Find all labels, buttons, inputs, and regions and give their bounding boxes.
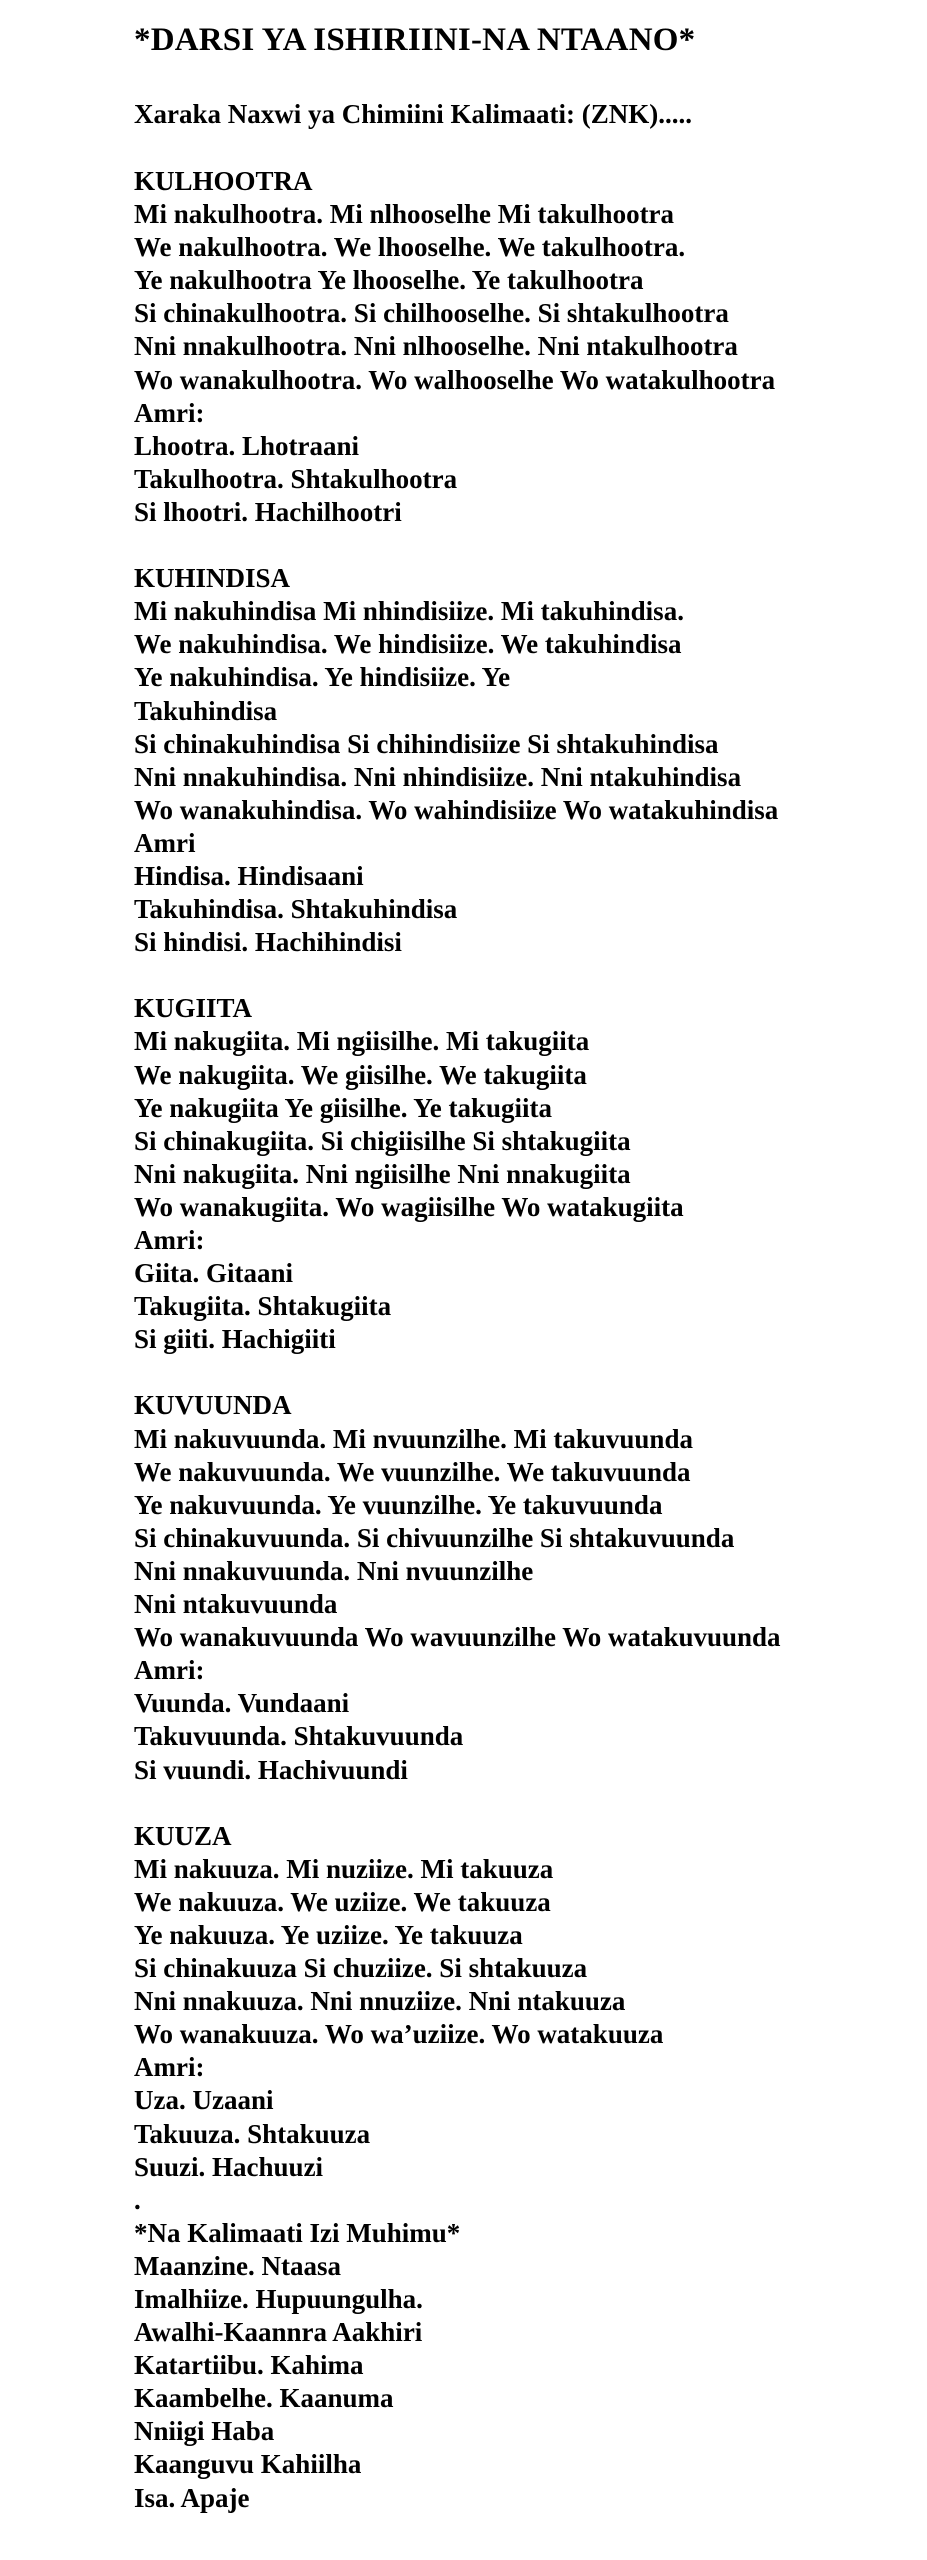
blank-line: [134, 1356, 781, 1389]
conjugation-line: Ye nakuhindisa. Ye hindisiize. Ye: [134, 662, 511, 693]
conjugation-line: Takuhindisa: [134, 695, 278, 726]
document-subtitle: Xaraka Naxwi ya Chimiini Kalimaati: (ZNK).....: [134, 99, 692, 129]
imperative-line: Si giiti. Hachigiiti: [134, 1324, 336, 1355]
conjugation-line: Wo wanakugiita. Wo wagiisilhe Wo watakugiita: [134, 1191, 684, 1222]
imperative-line: Hindisa. Hindisaani: [134, 860, 364, 891]
conjugation-line: Nni nnakulhootra. Nni nlhooselhe. Nni ntakulhootra: [134, 331, 738, 362]
conjugation-line: Ye nakulhootra Ye lhooselhe. Ye takulhootra: [134, 265, 644, 296]
blank-line: [134, 1787, 781, 1820]
verb-section-kulhootra: [134, 165, 781, 529]
document-title: *DARSI YA ISHIRIINI-NA NTAANO*: [134, 22, 696, 58]
imperative-label: Amri:: [134, 1655, 205, 1686]
vocabulary-item: Imalhiize. Hupuungulha.: [134, 2284, 423, 2314]
separator-dot: .: [134, 2184, 141, 2215]
conjugation-line: Si chinakuhindisa Si chihindisiize Si shtakuhindisa: [134, 728, 719, 759]
blank-line: [134, 529, 781, 562]
conjugation-line: Nni ntakuvuunda: [134, 1589, 338, 1620]
conjugation-line: Mi nakuvuunda. Mi nvuunzilhe. Mi takuvuunda: [134, 1423, 693, 1454]
document-body: [134, 165, 781, 2515]
conjugation-line: Nni nnakuvuunda. Nni nvuunzilhe: [134, 1555, 534, 1586]
conjugation-line: We nakuuza. We uziize. We takuuza: [134, 1886, 551, 1917]
verb-section-kuvuunda: [134, 1389, 781, 1786]
conjugation-line: Nni nnakuhindisa. Nni nhindisiize. Nni ntakuhindisa: [134, 761, 742, 792]
section-heading: KUGIITA: [134, 993, 253, 1024]
vocabulary-item: Kaambelhe. Kaanuma: [134, 2383, 394, 2414]
imperative-line: Takuhindisa. Shtakuhindisa: [134, 894, 458, 925]
vocabulary-item: Kaanguvu Kahiilha: [134, 2449, 362, 2480]
imperative-line: Takuuza. Shtakuuza: [134, 2118, 371, 2149]
conjugation-line: We nakugiita. We giisilhe. We takugiita: [134, 1059, 587, 1090]
imperative-label: Amri:: [134, 1225, 205, 1255]
conjugation-line: Mi nakuuza. Mi nuziize. Mi takuuza: [134, 1853, 554, 1884]
imperative-line: Takuvuunda. Shtakuvuunda: [134, 1721, 464, 1752]
imperative-line: Vuunda. Vundaani: [134, 1688, 350, 1719]
conjugation-line: We nakuvuunda. We vuunzilhe. We takuvuunda: [134, 1456, 691, 1487]
imperative-line: Giita. Gitaani: [134, 1258, 294, 1289]
blank-line: [134, 959, 781, 992]
verb-section-kuhindisa: [134, 562, 781, 959]
section-heading: KUUZA: [134, 1820, 232, 1851]
imperative-line: Takulhootra. Shtakulhootra: [134, 463, 458, 494]
conjugation-line: Mi nakuhindisa Mi nhindisiize. Mi takuhindisa.: [134, 596, 684, 627]
conjugation-line: We nakuhindisa. We hindisiize. We takuhindisa: [134, 629, 682, 660]
conjugation-line: Si chinakulhootra. Si chilhooselhe. Si shtakulhootra: [134, 298, 729, 329]
conjugation-line: Mi nakulhootra. Mi nlhooselhe Mi takulhootra: [134, 199, 675, 230]
verb-section-kugiita: [134, 992, 781, 1356]
conjugation-line: Si chinakuvuunda. Si chivuunzilhe Si shtakuvuunda: [134, 1522, 735, 1553]
conjugation-line: Ye nakuuza. Ye uziize. Ye takuuza: [134, 1919, 523, 1950]
vocabulary-item: Katartiibu. Kahima: [134, 2350, 364, 2381]
conjugation-line: Wo wanakuuza. Wo wa’uziize. Wo watakuuza: [134, 2019, 664, 2050]
vocabulary-section: [134, 2217, 781, 2515]
imperative-label: Amri:: [134, 397, 205, 428]
imperative-line: Takugiita. Shtakugiita: [134, 1291, 392, 1322]
vocabulary-item: Maanzine. Ntaasa: [134, 2250, 341, 2281]
imperative-line: Uza. Uzaani: [134, 2085, 274, 2116]
conjugation-line: Si chinakuuza Si chuziize. Si shtakuuza: [134, 1953, 588, 1984]
imperative-line: Si lhootri. Hachilhootri: [134, 496, 402, 527]
conjugation-line: Ye nakuvuunda. Ye vuunzilhe. Ye takuvuunda: [134, 1489, 663, 1520]
section-heading: KUHINDISA: [134, 563, 291, 594]
verb-section-kuuza: [134, 1820, 781, 2184]
section-heading: KULHOOTRA: [134, 166, 313, 196]
imperative-line: Si hindisi. Hachihindisi: [134, 927, 402, 958]
conjugation-line: Ye nakugiita Ye giisilhe. Ye takugiita: [134, 1092, 553, 1123]
imperative-line: Lhootra. Lhotraani: [134, 430, 360, 461]
conjugation-line: Wo wanakulhootra. Wo walhooselhe Wo watakulhootra: [134, 364, 776, 395]
imperative-label: Amri:: [134, 2052, 205, 2083]
vocabulary-heading: *Na Kalimaati Izi Muhimu*: [134, 2217, 461, 2248]
conjugation-line: We nakulhootra. We lhooselhe. We takulhootra.: [134, 232, 686, 263]
vocabulary-item: Nniigi Haba: [134, 2416, 275, 2447]
conjugation-line: Nni nakugiita. Nni ngiisilhe Nni nnakugiita: [134, 1158, 631, 1189]
imperative-line: Suuzi. Hachuuzi: [134, 2151, 324, 2182]
imperative-label: Amri: [134, 827, 196, 858]
vocabulary-item: Isa. Apaje: [134, 2482, 250, 2513]
conjugation-line: Nni nnakuuza. Nni nnuziize. Nni ntakuuza: [134, 1986, 626, 2017]
conjugation-line: Wo wanakuhindisa. Wo wahindisiize Wo watakuhindisa: [134, 794, 779, 825]
conjugation-line: Mi nakugiita. Mi ngiisilhe. Mi takugiita: [134, 1026, 590, 1057]
section-heading: KUVUUNDA: [134, 1390, 292, 1421]
vocabulary-item: Awalhi-Kaannra Aakhiri: [134, 2317, 423, 2348]
conjugation-line: Si chinakugiita. Si chigiisilhe Si shtakugiita: [134, 1125, 631, 1156]
conjugation-line: Wo wanakuvuunda Wo wavuunzilhe Wo watakuvuunda: [134, 1622, 781, 1653]
imperative-line: Si vuundi. Hachivuundi: [134, 1754, 408, 1785]
